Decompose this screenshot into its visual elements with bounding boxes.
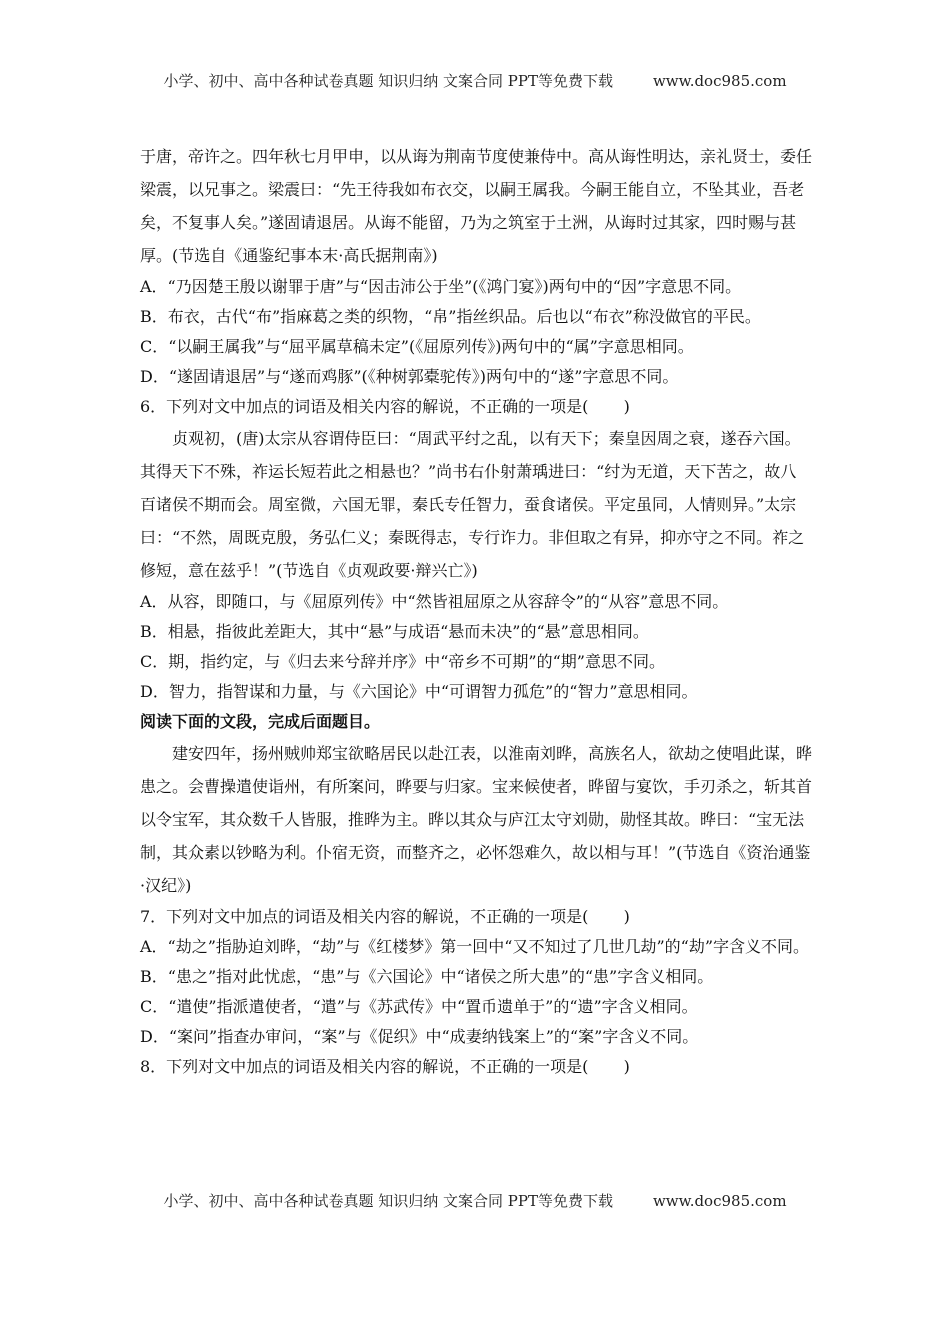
footer-text: 小学、初中、高中各种试卷真题 知识归纳 文案合同 PPT等免费下载 [163, 1192, 613, 1210]
q7-option-d: D．“案问”指查办审问，“案”与《促织》中“成妻纳钱案上”的“案”字含义不同。 [140, 1027, 699, 1046]
q5-option-c: C．“以嗣王属我”与“屈平属草稿未定”(《屈原列传》)两句中的“属”字意思相同。 [140, 337, 694, 356]
document-body [140, 140, 812, 1082]
q6-stem-end: ) [623, 397, 630, 416]
q5-option-a: A．“乃因楚王殷以谢罪于唐”与“因击沛公于坐”(《鸿门宴》)两句中的“因”字意思不同。 [140, 277, 742, 296]
q6-option-d: D．智力，指智谋和力量，与《六国论》中“可谓智力孤危”的“智力”意思相同。 [140, 682, 698, 701]
passage-2: 贞观初，(唐)太宗从容谓侍臣曰：“周武平纣之乱，以有天下；秦皇因周之衰，遂吞六国。其得天下不殊，祚运长短若此之相悬也？”尚书右仆射萧瑀进曰：“纣为无道，天下苦之，故八百诸侯不期而会。周室微，六国无罪，秦氏专任智力，蚕食诸侯。平定虽同，人情则异。”太宗曰：“不然，周既克殷，务弘仁义；秦既得志，专行诈力。非但取之有异，抑亦守之不同。祚之修短，意在兹乎！”(节选自《贞观政要·辩兴亡》) [140, 429, 805, 580]
q5-option-b: B．布衣，古代“布”指麻葛之类的织物，“帛”指丝织品。后也以“布衣”称没做官的平民。 [140, 307, 761, 326]
q6-option-c: C．期，指约定，与《归去来兮辞并序》中“帝乡不可期”的“期”意思不同。 [140, 652, 665, 671]
q6-option-a: A．从容，即随口，与《屈原列传》中“然皆祖屈原之从容辞令”的“从容”意思不同。 [140, 592, 729, 611]
page-footer [0, 1190, 950, 1211]
q7-stem-end: ) [623, 907, 630, 926]
q8-stem [140, 1052, 812, 1082]
q7-stem [140, 902, 812, 932]
footer-url: www.doc985.com [652, 1192, 787, 1210]
header-text: 小学、初中、高中各种试卷真题 知识归纳 文案合同 PPT等免费下载 [163, 72, 613, 90]
q7-option-b: B．“患之”指对此忧虑，“患”与《六国论》中“诸侯之所大患”的“患”字含义相同。 [140, 967, 714, 986]
header-url: www.doc985.com [652, 72, 787, 90]
passage-3: 建安四年，扬州贼帅郑宝欲略居民以赴江表，以淮南刘晔，高族名人，欲劫之使唱此谋，晔患之。会曹操遣使诣州，有所案问，晔要与归家。宝来候使者，晔留与宴饮，手刃杀之，斩其首以令宝军，其众数千人皆服，推晔为主。晔以其众与庐江太守刘勋，勋怪其故。晔曰：“宝无法制，其众素以钞略为利。仆宿无资，而整齐之，必怀怨难久，故以相与耳！”(节选自《资治通鉴·汉纪》) [140, 744, 813, 895]
q6-option-b: B．相悬，指彼此差距大，其中“悬”与成语“悬而未决”的“悬”意思相同。 [140, 622, 649, 641]
passage-1: 于唐，帝许之。四年秋七月甲申，以从诲为荆南节度使兼侍中。高从诲性明达，亲礼贤士，委任梁震，以兄事之。梁震曰：“先王待我如布衣交，以嗣王属我。今嗣王能自立，不坠其业，吾老矣，不复事人矣。”遂固请退居。从诲不能留，乃为之筑室于土洲，从诲时过其家，四时赐与甚厚。(节选自《通鉴纪事本末·高氏据荆南》) [140, 147, 813, 265]
q7-stem-text: 7．下列对文中加点的词语及相关内容的解说，不正确的一项是( [140, 907, 589, 926]
q8-stem-text: 8．下列对文中加点的词语及相关内容的解说，不正确的一项是( [140, 1057, 589, 1076]
page-header [0, 70, 950, 91]
q7-option-c: C．“遣使”指派遣使者，“遣”与《苏武传》中“置币遗单于”的“遗”字含义相同。 [140, 997, 698, 1016]
q7-option-a: A．“劫之”指胁迫刘晔，“劫”与《红楼梦》第一回中“又不知过了几世几劫”的“劫”字含义不同。 [140, 937, 809, 956]
section-heading: 阅读下面的文段，完成后面题目。 [140, 712, 381, 731]
q6-stem [140, 392, 812, 422]
q8-stem-end: ) [623, 1057, 630, 1076]
q6-stem-text: 6．下列对文中加点的词语及相关内容的解说，不正确的一项是( [140, 397, 589, 416]
q5-option-d: D．“遂固请退居”与“遂而鸡豚”(《种树郭橐驼传》)两句中的“遂”字意思不同。 [140, 367, 679, 386]
